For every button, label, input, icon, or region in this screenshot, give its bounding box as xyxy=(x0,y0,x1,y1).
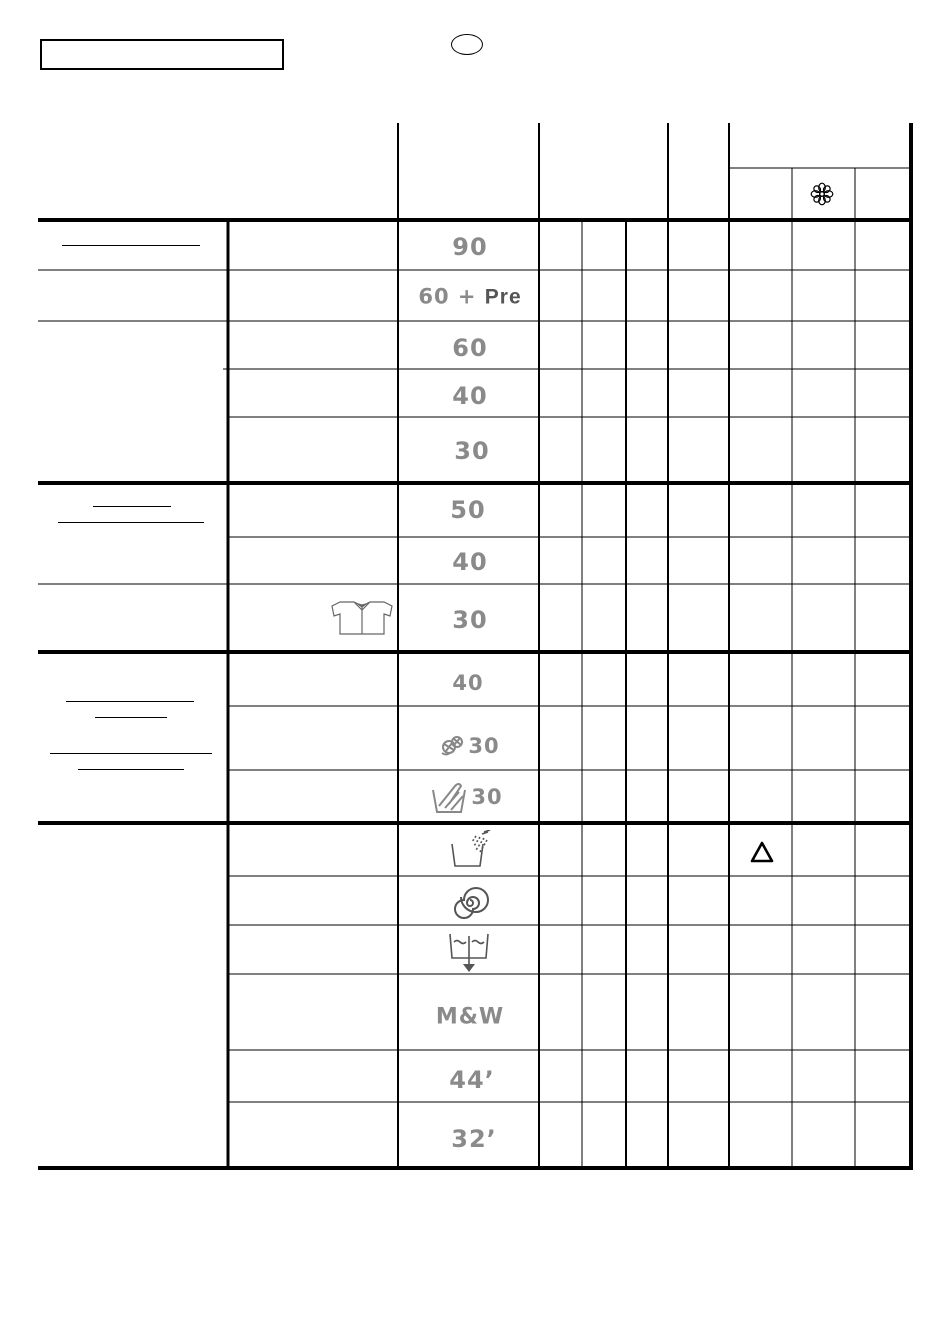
time-label-32: 32’ xyxy=(451,1125,497,1153)
temp-label-50: 50 xyxy=(450,496,486,524)
triangle-icon xyxy=(749,840,775,864)
temp-label-30-synthetic: 30 xyxy=(452,606,488,634)
temp-label-40: 40 xyxy=(452,382,488,410)
temp-label-mw: M&W xyxy=(435,1004,505,1030)
temp-label-30: 30 xyxy=(454,437,490,465)
temp-label-40-synthetic: 40 xyxy=(452,548,488,576)
rinse-shower-icon xyxy=(450,830,492,868)
prewash-suffix: Pre xyxy=(484,285,522,309)
temp-label-60: 60 xyxy=(452,334,488,362)
temp-label-40-delicate: 40 xyxy=(452,671,484,695)
wool-yarn-icon xyxy=(440,733,466,757)
temp-label-30-wool: 30 xyxy=(468,734,500,758)
spin-spiral-icon xyxy=(450,883,490,923)
time-label-44: 44’ xyxy=(449,1066,495,1094)
temp-label-60-pre xyxy=(418,285,521,310)
temp-label-60-pre-text: 60 + Pre xyxy=(418,284,522,309)
temp-label-30-handwash: 30 xyxy=(471,785,503,809)
hand-wash-icon xyxy=(431,782,473,814)
drain-icon xyxy=(448,932,490,974)
temp-label-90: 90 xyxy=(452,233,488,261)
shirt-icon xyxy=(330,600,394,636)
